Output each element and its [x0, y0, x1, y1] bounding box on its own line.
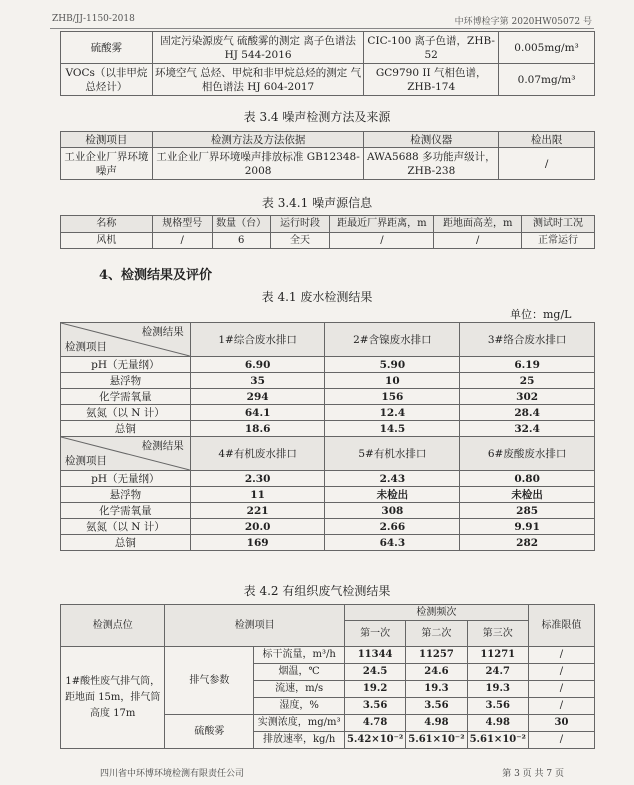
unit-label: 单位：mg/L	[510, 308, 572, 321]
wastewater-table: 检测结果 检测项目 1#综合废水排口 2#含镍废水排口 3#络合废水排口 pH（无量纲） 6.90 5.90 6.19 悬浮物 35 10 25 化学需氧量 294 156 302 氨氮（以 N 计） 64.1 12.4 28.4 总铜 18.6 14.5 32.4 检测结果 检测项目 4#有机废水排口 5#有机水排口 6#废酸废水排口 pH（无量纲） 2.30 2.43 0.80 悬浮物 11 未检出 未检出 化学需氧量 221 308 285 氨氮（以 N 计） 20.0 2.66 9.91 总铜 169 64.3 282	[60, 322, 595, 551]
table-row: 流速，m/s 19.2 19.3 19.3 /	[61, 681, 595, 698]
table-4-2-caption: 表 4.2 有组织废气检测结果	[243, 584, 391, 598]
table-row: 悬浮物 11 未检出 未检出	[61, 487, 595, 503]
report-number: 中环博检字第 2020HW05072 号	[454, 17, 592, 27]
table-row: 排放速率，kg/h 5.42×10⁻² 5.61×10⁻² 5.61×10⁻² /	[61, 732, 595, 749]
table-row: 化学需氧量 294 156 302	[61, 389, 595, 405]
exhaust-gas-table: 检测点位 检测项目 检测频次 标准限值 第一次 第二次 第三次 1#酸性废气排气筒，距地面 15m，排气筒高度 17m 排气参数 标干流量，m³/h 11344 11257 11271 / 烟温，℃ 24.5 24.6 24.7 / 流速，m/s 19.2 19.3 19.3 / 湿度，% 3.56 3.56 3.56 / 硫酸雾 实测浓度，mg/m³ 4.78 4.98 4.98 30 排放速率，kg/h 5.42×10⁻² 5.61×10⁻² 5.61×10⁻² /	[60, 604, 595, 749]
table-row: 悬浮物 35 10 25	[61, 373, 595, 389]
table-row: 化学需氧量 221 308 285	[61, 503, 595, 519]
table-3-4-caption: 表 3.4 噪声检测方法及来源	[243, 110, 391, 124]
noise-source-table: 名称 规格型号 数量（台） 运行时段 距最近厂界距离，m 距地面高差，m 测试时工况 风机 / 6 全天 / / 正常运行	[60, 215, 595, 249]
table-row: 硫酸雾 实测浓度，mg/m³ 4.78 4.98 4.98 30	[61, 715, 595, 732]
table-4-1-caption: 表 4.1 废水检测结果	[261, 290, 373, 304]
table-row: 总铜 18.6 14.5 32.4	[61, 421, 595, 437]
company-name: 四川省中环博环境检测有限责任公司	[100, 769, 245, 779]
table-row: pH（无量纲） 6.90 5.90 6.19	[61, 357, 595, 373]
table-row: 烟温，℃ 24.5 24.6 24.7 /	[61, 664, 595, 681]
table-row: 1#酸性废气排气筒，距地面 15m，排气筒高度 17m 排气参数 标干流量，m³/h 11344 11257 11271 /	[61, 647, 595, 664]
section-heading: 4、检测结果及评价	[99, 268, 213, 283]
table-row: 风机 / 6 全天 / / 正常运行	[61, 233, 595, 249]
table-row: 总铜 169 64.3 282	[61, 535, 595, 551]
method-table-continued	[60, 31, 595, 96]
table-row: 氨氮（以 N 计） 20.0 2.66 9.91	[61, 519, 595, 535]
doc-code: ZHB/JJ-1150-2018	[52, 14, 135, 24]
page-header	[50, 12, 594, 29]
table-row: 湿度，% 3.56 3.56 3.56 /	[61, 698, 595, 715]
noise-method-table: 检测项目 检测方法及方法依据 检测仪器 检出限 工业企业厂界环境噪声 工业企业厂界环境噪声排放标准 GB12348-2008 AWA5688 多功能声级计，ZHB-238 /	[60, 131, 595, 180]
table-row: 氨氮（以 N 计） 64.1 12.4 28.4	[61, 405, 595, 421]
table-row: pH（无量纲） 2.30 2.43 0.80	[61, 471, 595, 487]
page-number: 第 3 页 共 7 页	[502, 769, 564, 779]
table-row: 工业企业厂界环境噪声 工业企业厂界环境噪声排放标准 GB12348-2008 AWA5688 多功能声级计，ZHB-238 /	[61, 148, 595, 180]
table-row: 硫酸雾 固定污染源废气 硫酸雾的测定 离子色谱法 HJ 544-2016 CIC-100 离子色谱，ZHB-52 0.005mg/m³	[61, 32, 595, 64]
corner-cell: 检测结果 检测项目	[61, 323, 191, 357]
table-3-4-1-caption: 表 3.4.1 噪声源信息	[261, 196, 373, 210]
corner-cell: 检测结果 检测项目	[61, 437, 191, 471]
table-row: VOCs（以非甲烷总烃计） 环境空气 总烃、甲烷和非甲烷总烃的测定 气相色谱法 HJ 604-2017 GC9790 II 气相色谱，ZHB-174 0.07mg/m³	[61, 64, 595, 96]
